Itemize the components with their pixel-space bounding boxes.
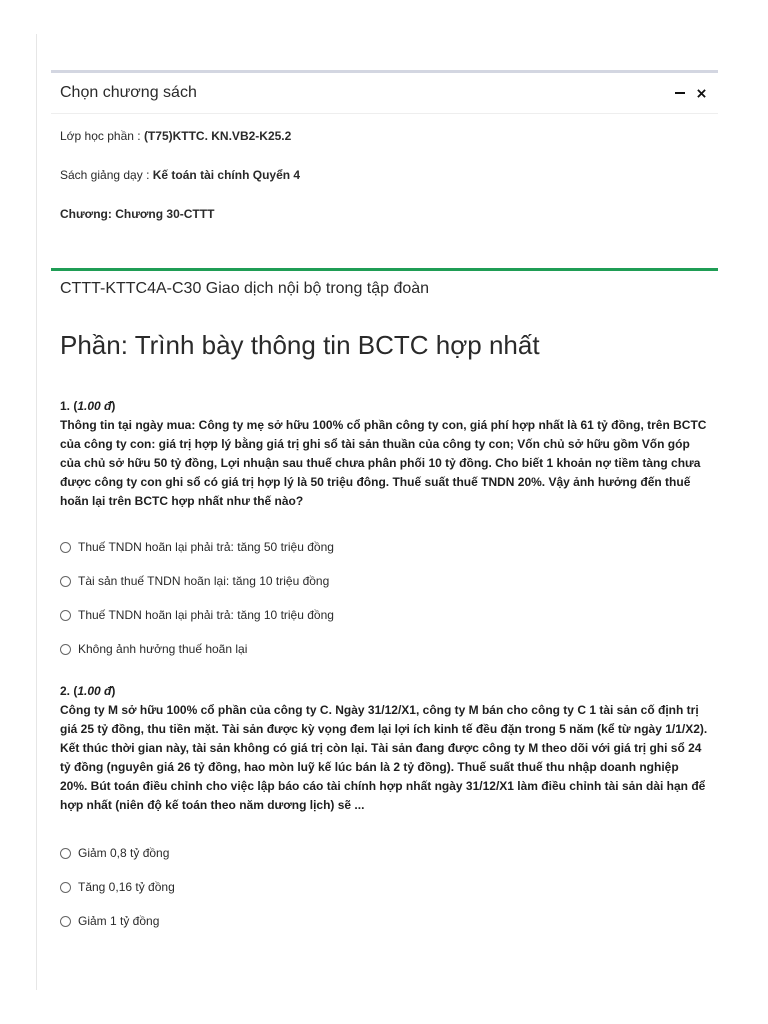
close-icon[interactable]	[697, 87, 706, 100]
answer-option[interactable]	[60, 564, 710, 598]
question-text: Công ty M sở hữu 100% cổ phần của công ty C. Ngày 31/12/X1, công ty M bán cho công ty C 1 tài sản cố định trị giá 25 tỷ đồng, thu tiền mặt. Tài sản được kỳ vọng đem lại lợi ích kinh tế đều đặn trong 5 năm (kể từ ngày 1/1/X2). Kết thúc thời gian này, tài sản không có giá trị còn lại. Tài sản đang được công ty M theo dõi với giá trị ghi sổ 24 tỷ đồng (nguyên giá 26 tỷ đồng, hao mòn luỹ kế lúc bán là 2 tỷ đồng). Thuế suất thuế thu nhập doanh nghiệp 20%. Bút toán điều chỉnh cho việc lập báo cáo tài chính hợp nhất ngày 31/12/X1 làm điều chỉnh tài sản dài hạn để hợp nhất (niên độ kế toán theo năm dương lịch) sẽ ...	[60, 703, 708, 812]
minus-icon[interactable]	[675, 87, 685, 100]
class-label: Lớp học phần :	[60, 129, 144, 143]
radio-icon[interactable]	[60, 576, 71, 587]
question-text: Thông tin tại ngày mua: Công ty mẹ sở hữu 100% cổ phần công ty con, giá phí hợp nhất là 61 tỷ đồng, trên BCTC của công ty con: giá trị hợp lý bằng giá trị ghi sổ tài sản thuần của công ty con; Vốn chủ sở hữu gồm Vốn góp của chủ sở hữu 50 tỷ đồng, Lợi nhuận sau thuế chưa phân phối 10 tỷ đồng. Cho biết 1 khoản nợ tiềm tàng chưa được công ty con ghi sổ có giá trị hợp lý là 50 triệu đông. Thuế suất thuế TNDN 20%. Vậy ảnh hưởng đến thuế hoãn lại trên BCTC hợp nhất như thế nào?	[60, 418, 707, 508]
radio-icon[interactable]	[60, 882, 71, 893]
book-info	[60, 156, 718, 195]
question-1	[60, 397, 710, 666]
question-number: 2. (1.00 đ)	[60, 684, 116, 698]
panel-tools	[675, 87, 706, 100]
radio-icon[interactable]	[60, 610, 71, 621]
answer-option[interactable]	[60, 598, 710, 632]
answer-option[interactable]	[60, 530, 710, 564]
answer-option[interactable]	[60, 904, 710, 938]
chapter-info	[60, 195, 718, 234]
answer-label: Tăng 0,16 tỷ đồng	[78, 880, 175, 894]
radio-icon[interactable]	[60, 542, 71, 553]
quiz-panel	[51, 268, 718, 938]
answer-option[interactable]	[60, 870, 710, 904]
question-index: 1.	[60, 399, 71, 413]
answer-options	[60, 530, 710, 666]
radio-icon[interactable]	[60, 848, 71, 859]
left-divider	[36, 34, 37, 990]
answer-label: Thuế TNDN hoãn lại phải trả: tăng 50 triệu đồng	[78, 540, 334, 554]
answer-option[interactable]	[60, 632, 710, 666]
answer-options	[60, 836, 710, 938]
radio-icon[interactable]	[60, 916, 71, 927]
chapter-chooser-panel	[51, 70, 718, 234]
answer-option[interactable]	[60, 836, 710, 870]
chapter-value: Chương: Chương 30-CTTT	[60, 207, 215, 221]
chapter-chooser-header	[51, 73, 718, 114]
radio-icon[interactable]	[60, 644, 71, 655]
chapter-chooser-title: Chọn chương sách	[60, 84, 197, 101]
answer-label: Tài sản thuế TNDN hoãn lại: tăng 10 triệu đồng	[78, 574, 330, 588]
section-title: Phần: Trình bày thông tin BCTC hợp nhất	[60, 330, 540, 360]
question-2	[60, 682, 710, 938]
question-points: 1.00 đ	[77, 399, 112, 413]
answer-label: Giảm 0,8 tỷ đồng	[78, 846, 170, 860]
answer-label: Không ảnh hưởng thuế hoãn lại	[78, 642, 248, 656]
class-value: (T75)KTTC. KN.VB2-K25.2	[143, 129, 292, 143]
answer-label: Giảm 1 tỷ đồng	[78, 914, 160, 928]
book-value: Kế toán tài chính Quyển 4	[152, 168, 301, 182]
question-points: 1.00 đ	[77, 684, 112, 698]
class-info	[60, 117, 718, 156]
question-index: 2.	[60, 684, 71, 698]
question-number: 1. (1.00 đ)	[60, 399, 116, 413]
book-label: Sách giảng dạy :	[60, 168, 153, 182]
answer-label: Thuế TNDN hoãn lại phải trả: tăng 10 triệu đồng	[78, 608, 334, 622]
quiz-header: CTTT-KTTC4A-C30 Giao dịch nội bộ trong tập đoàn	[60, 280, 430, 297]
